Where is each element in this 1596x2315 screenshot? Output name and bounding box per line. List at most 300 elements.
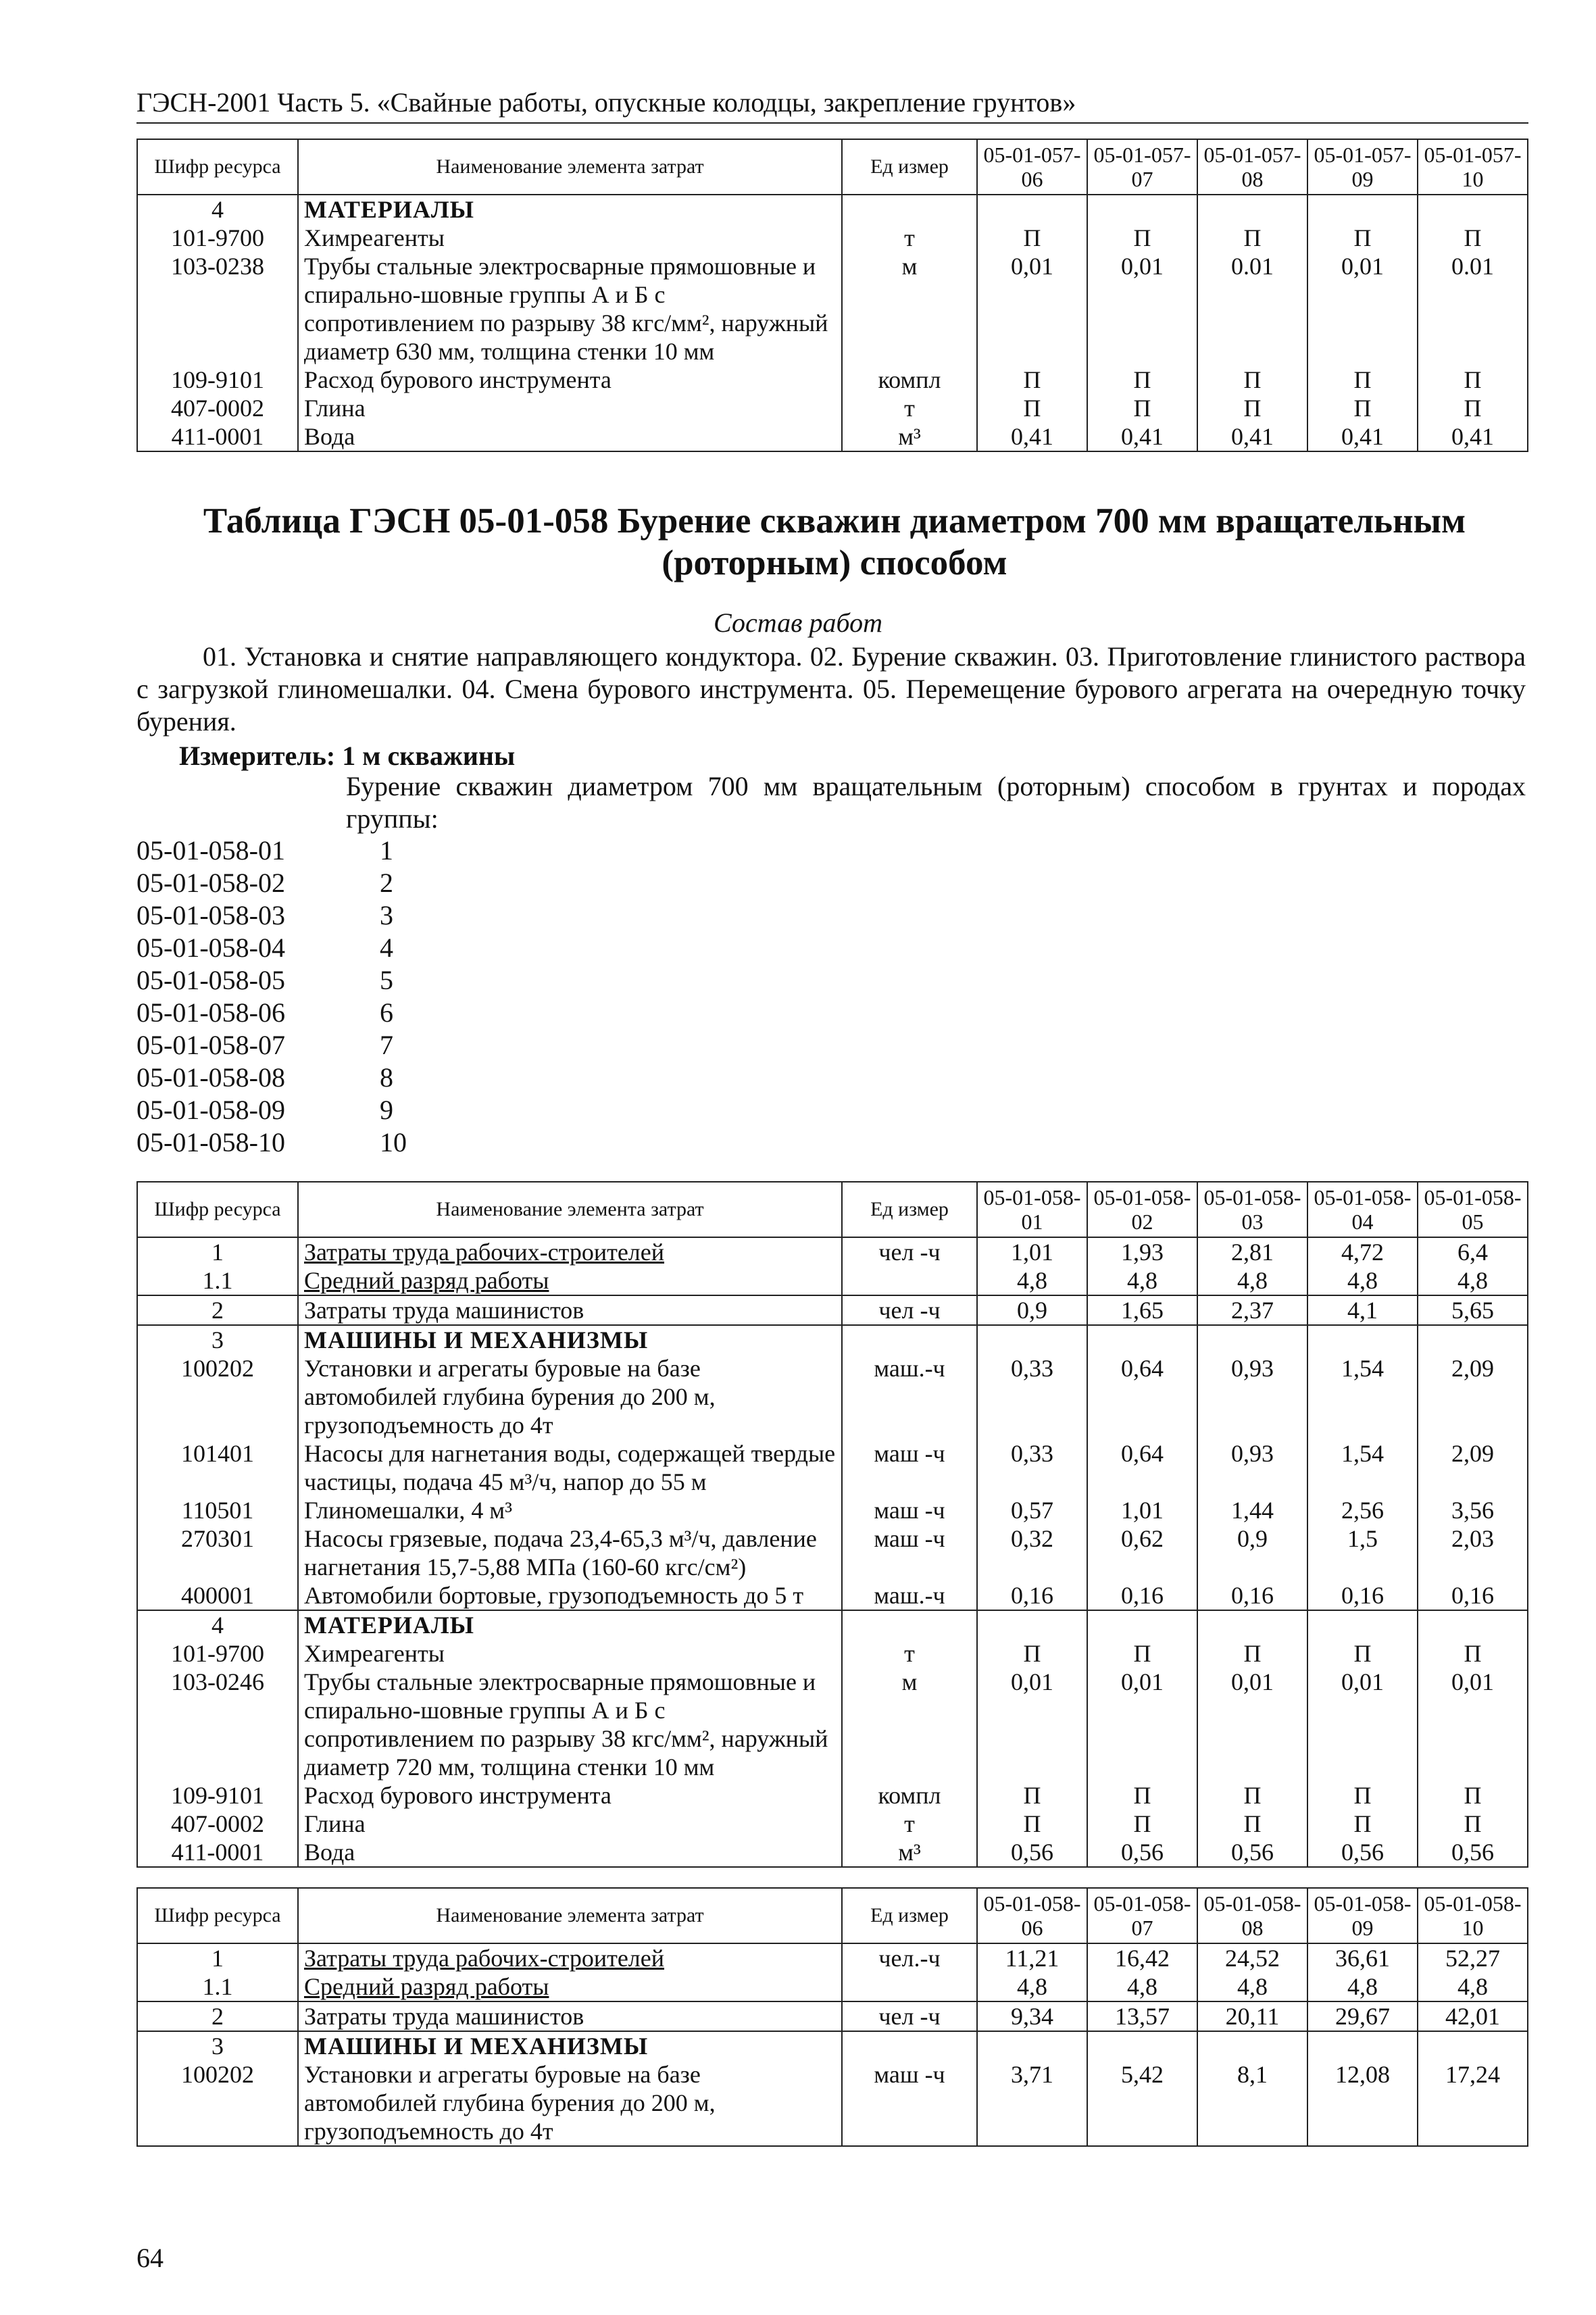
cost-element-name: Глиномешалки, 4 м³ [298,1496,842,1524]
norm-value: 2,56 [1307,1496,1418,1524]
norm-value: 0,01 [977,1668,1087,1781]
norm-value: 52,27 [1418,1943,1528,1972]
cost-element-name: Затраты труда рабочих-строителей [298,1237,842,1266]
unit-cell [842,1610,977,1639]
norm-value: 0,41 [1418,422,1528,451]
table-row [137,1524,1528,1581]
resource-code: 100202 [137,2060,298,2146]
cost-element-name: Установки и агрегаты буровые на базе автомобилей глубина бурения до 200 м, грузоподъемность до 4т [298,1354,842,1439]
norm-code: 05-01-058-01 [136,835,285,866]
cost-element-name: МАТЕРИАЛЫ [298,195,842,224]
table-row [137,1325,1528,1354]
table-row [137,1610,1528,1639]
header-name: Наименование элемента затрат [298,1182,842,1237]
table-row [137,2001,1528,2031]
norm-value: 0,9 [1197,1524,1307,1581]
norm-value: 0,56 [1197,1838,1307,1867]
norm-value: 1,01 [1087,1496,1197,1524]
norm-code: 05-01-058-06 [136,997,285,1028]
norm-value [1307,195,1418,224]
resource-code: 109-9101 [137,1781,298,1810]
header-norm-code: 05-01-058-04 [1307,1182,1418,1237]
unit-cell: м [842,252,977,366]
norm-value [1418,2031,1528,2060]
norm-value: 0,16 [1418,1581,1528,1610]
norm-value: П [1307,394,1418,422]
norm-value: 4,8 [1087,1266,1197,1295]
unit-cell: чел -ч [842,2001,977,2031]
header-code: Шифр ресурса [137,139,298,195]
norm-code-item [136,964,420,997]
unit-cell: чел.-ч [842,1943,977,1972]
soil-group: 5 [380,965,393,995]
unit-cell: маш -ч [842,1496,977,1524]
norm-value: 16,42 [1087,1943,1197,1972]
norm-value: 4,8 [1307,1972,1418,2001]
norm-value: 0,16 [1087,1581,1197,1610]
norm-value [1197,195,1307,224]
norm-code: 05-01-058-04 [136,932,285,963]
norm-value: 0,62 [1087,1524,1197,1581]
norm-value: 0,01 [1197,1668,1307,1781]
norm-value: 4,1 [1307,1295,1418,1325]
norm-value: 0.01 [1197,252,1307,366]
resource-table-057 [136,139,1528,452]
norm-value: 0,41 [1197,422,1307,451]
norm-value: 5,65 [1418,1295,1528,1325]
table-row [137,1266,1528,1295]
norm-value: 0,01 [1307,252,1418,366]
resource-code: 4 [137,195,298,224]
norm-value: П [977,1639,1087,1668]
norm-value: П [977,1810,1087,1838]
norm-value: 1,54 [1307,1354,1418,1439]
norm-code: 05-01-058-10 [136,1127,285,1158]
table-title: Таблица ГЭСН 05-01-058 Бурение скважин диаметром 700 мм вращательным (роторным) способом [203,501,1466,582]
norm-value: 3,71 [977,2060,1087,2146]
meter-line: Измеритель: 1 м скважины [179,741,516,771]
norm-value: 2,37 [1197,1295,1307,1325]
resource-code: 411-0001 [137,1838,298,1867]
norm-value: 11,21 [977,1943,1087,1972]
norm-code-item [136,1126,420,1159]
norm-value: 12,08 [1307,2060,1418,2146]
table-row [137,224,1528,252]
norm-value [977,1325,1087,1354]
norm-value: 4,8 [1087,1972,1197,2001]
norm-value: П [1087,224,1197,252]
resource-code: 1 [137,1943,298,1972]
meter-description: Бурение скважин диаметром 700 мм вращательным (роторным) способом в грунтах и породах группы: [346,771,1526,834]
norm-code-item [136,932,420,964]
header-norm-code: 05-01-058-09 [1307,1888,1418,1943]
header-norm-code: 05-01-057-07 [1087,139,1197,195]
soil-group: 6 [380,997,393,1028]
header-norm-code: 05-01-057-06 [977,139,1087,195]
cost-element-name: Затраты труда машинистов [298,1295,842,1325]
resource-code: 4 [137,1610,298,1639]
norm-value: 5,42 [1087,2060,1197,2146]
table-row [137,2060,1528,2146]
norm-value: 4,8 [977,1972,1087,2001]
norm-value: 2,81 [1197,1237,1307,1266]
header-code: Шифр ресурса [137,1182,298,1237]
unit-cell: т [842,224,977,252]
norm-value: 0,32 [977,1524,1087,1581]
composition-text: 01. Установка и снятие направляющего кондуктора. 02. Бурение скважин. 03. Приготовление глинистого раствора с загрузкой глиномешалки. 04. Смена бурового инструмента. 05. Перемещение бурового агрегата на очередную точку бурения. [136,641,1526,737]
norm-value: 9,34 [977,2001,1087,2031]
norm-value: 0,9 [977,1295,1087,1325]
table-row [137,394,1528,422]
cost-element-name: Затраты труда рабочих-строителей [298,1943,842,1972]
norm-value [1087,1610,1197,1639]
table-row [137,1639,1528,1668]
cost-element-name: Средний разряд работы [298,1972,842,2001]
page-number: 64 [136,2243,164,2273]
norm-value [1087,1325,1197,1354]
unit-cell [842,195,977,224]
norm-value: П [1307,1639,1418,1668]
table-header-row [137,139,1528,195]
table-row [137,252,1528,366]
cost-element-name: Глина [298,394,842,422]
resource-code: 407-0002 [137,1810,298,1838]
norm-value: 0,41 [977,422,1087,451]
norm-value: П [1307,1810,1418,1838]
unit-cell: т [842,1639,977,1668]
unit-cell: маш.-ч [842,1354,977,1439]
header-norm-code: 05-01-058-02 [1087,1182,1197,1237]
norm-value: 0,64 [1087,1354,1197,1439]
norm-value: П [1197,366,1307,394]
norm-value: П [1087,366,1197,394]
norm-value: 4,8 [977,1266,1087,1295]
resource-code: 101-9700 [137,224,298,252]
soil-group: 2 [380,868,393,898]
norm-value: 1,5 [1307,1524,1418,1581]
norm-value: 24,52 [1197,1943,1307,1972]
norm-value: 0,93 [1197,1354,1307,1439]
norm-value: 0,01 [1087,252,1197,366]
norm-value: П [1307,224,1418,252]
resource-code: 103-0246 [137,1668,298,1781]
norm-code: 05-01-058-03 [136,900,285,930]
unit-cell: маш -ч [842,1524,977,1581]
cost-element-name: МАТЕРИАЛЫ [298,1610,842,1639]
resource-code: 100202 [137,1354,298,1439]
cost-element-name: Установки и агрегаты буровые на базе автомобилей глубина бурения до 200 м, грузоподъемность до 4т [298,2060,842,2146]
norm-code-list [136,835,420,1159]
norm-value [1307,1610,1418,1639]
norm-code: 05-01-058-08 [136,1062,285,1093]
cost-element-name: Автомобили бортовые, грузоподъемность до 5 т [298,1581,842,1610]
norm-code-item [136,1062,420,1094]
norm-value [1087,2031,1197,2060]
norm-value: 0,56 [1307,1838,1418,1867]
unit-cell: маш -ч [842,1439,977,1496]
norm-value [1307,1325,1418,1354]
header-code: Шифр ресурса [137,1888,298,1943]
cost-element-name: Вода [298,422,842,451]
norm-code: 05-01-058-02 [136,868,285,898]
header-unit: Ед измер [842,1888,977,1943]
unit-cell: компл [842,1781,977,1810]
norm-value: 2,09 [1418,1439,1528,1496]
norm-value: П [1197,1810,1307,1838]
norm-value: П [977,394,1087,422]
norm-value [1418,195,1528,224]
resource-code: 101-9700 [137,1639,298,1668]
table-header-row [137,1182,1528,1237]
norm-value: 4,8 [1418,1972,1528,2001]
norm-value: 8,1 [1197,2060,1307,2146]
norm-value: П [1418,394,1528,422]
norm-value: 0,41 [1087,422,1197,451]
unit-cell: чел -ч [842,1237,977,1266]
cost-element-name: Трубы стальные электросварные прямошовные и спирально-шовные группы А и Б с сопротивлением по разрыву 38 кгс/мм², наружный диаметр 720 мм, толщина стенки 10 мм [298,1668,842,1781]
norm-value: 13,57 [1087,2001,1197,2031]
norm-value: 0,01 [1307,1668,1418,1781]
resource-code: 411-0001 [137,422,298,451]
norm-code: 05-01-058-09 [136,1095,285,1125]
resource-code: 1.1 [137,1266,298,1295]
cost-element-name: Затраты труда машинистов [298,2001,842,2031]
resource-code: 3 [137,2031,298,2060]
norm-value: 0,16 [1197,1581,1307,1610]
norm-value: 0,57 [977,1496,1087,1524]
cost-element-name: Трубы стальные электросварные прямошовные и спирально-шовные группы А и Б с сопротивлением по разрыву 38 кгс/мм², наружный диаметр 630 мм, толщина стенки 10 мм [298,252,842,366]
unit-cell: м³ [842,422,977,451]
unit-cell: т [842,1810,977,1838]
header-norm-code: 05-01-058-10 [1418,1888,1528,1943]
resource-code: 101401 [137,1439,298,1496]
table-row [137,1943,1528,1972]
norm-code-item [136,899,420,932]
resource-code: 3 [137,1325,298,1354]
norm-code-item [136,1029,420,1062]
norm-code-item [136,835,420,867]
resource-code: 400001 [137,1581,298,1610]
resource-code: 109-9101 [137,366,298,394]
norm-value: П [1418,1639,1528,1668]
resource-code: 2 [137,2001,298,2031]
norm-value: П [1418,224,1528,252]
norm-value: 4,72 [1307,1237,1418,1266]
header-name: Наименование элемента затрат [298,1888,842,1943]
table-row [137,2031,1528,2060]
header-norm-code: 05-01-058-07 [1087,1888,1197,1943]
table-row [137,366,1528,394]
table-row [137,1581,1528,1610]
unit-cell: маш.-ч [842,1581,977,1610]
norm-value: 20,11 [1197,2001,1307,2031]
table-row [137,195,1528,224]
norm-value: 1,44 [1197,1496,1307,1524]
norm-value: П [977,224,1087,252]
norm-value [1197,1325,1307,1354]
norm-value: П [1418,1781,1528,1810]
header-norm-code: 05-01-057-09 [1307,139,1418,195]
resource-code: 270301 [137,1524,298,1581]
table-row [137,1972,1528,2001]
unit-cell [842,1325,977,1354]
norm-value: 36,61 [1307,1943,1418,1972]
cost-element-name: МАШИНЫ И МЕХАНИЗМЫ [298,1325,842,1354]
norm-value: 0,16 [1307,1581,1418,1610]
header-norm-code: 05-01-058-06 [977,1888,1087,1943]
soil-group: 9 [380,1095,393,1125]
norm-value: 0,56 [1418,1838,1528,1867]
norm-value: 2,09 [1418,1354,1528,1439]
cost-element-name: Химреагенты [298,1639,842,1668]
norm-value: 0,56 [1087,1838,1197,1867]
norm-value: П [977,366,1087,394]
norm-value: 0,56 [977,1838,1087,1867]
norm-value: 1,54 [1307,1439,1418,1496]
norm-value: П [1087,1810,1197,1838]
unit-cell: т [842,394,977,422]
cost-element-name: Насосы для нагнетания воды, содержащей твердые частицы, подача 45 м³/ч, напор до 55 м [298,1439,842,1496]
table-row [137,1496,1528,1524]
header-norm-code: 05-01-057-10 [1418,139,1528,195]
header-unit: Ед измер [842,1182,977,1237]
norm-value [977,1610,1087,1639]
cost-element-name: Насосы грязевые, подача 23,4-65,3 м³/ч, давление нагнетания 15,7-5,88 МПа (160-60 кгс/см²) [298,1524,842,1581]
header-unit: Ед измер [842,139,977,195]
norm-value: 2,03 [1418,1524,1528,1581]
resource-table-058-06-10 [136,1887,1528,2147]
soil-group: 10 [380,1127,407,1158]
norm-code-item [136,997,420,1029]
norm-value [977,195,1087,224]
norm-value: 0,64 [1087,1439,1197,1496]
norm-value: 0,33 [977,1439,1087,1496]
unit-cell: компл [842,366,977,394]
norm-value: 1,65 [1087,1295,1197,1325]
norm-value: 0,93 [1197,1439,1307,1496]
cost-element-name: Вода [298,1838,842,1867]
norm-value [1197,2031,1307,2060]
header-norm-code: 05-01-058-03 [1197,1182,1307,1237]
table-row [137,1354,1528,1439]
resource-code: 110501 [137,1496,298,1524]
unit-cell: м³ [842,1838,977,1867]
norm-code-item [136,867,420,899]
norm-value: П [977,1781,1087,1810]
norm-value [977,2031,1087,2060]
unit-cell: маш -ч [842,2060,977,2146]
norm-value: П [1307,1781,1418,1810]
norm-value: 1,01 [977,1237,1087,1266]
table-row [137,1810,1528,1838]
norm-value: 4,8 [1197,1266,1307,1295]
header-norm-code: 05-01-058-05 [1418,1182,1528,1237]
norm-value: 1,93 [1087,1237,1197,1266]
header-norm-code: 05-01-058-08 [1197,1888,1307,1943]
soil-group: 1 [380,835,393,866]
norm-value: П [1197,1781,1307,1810]
table-header-row [137,1888,1528,1943]
soil-group: 3 [380,900,393,930]
norm-value: 0.01 [1418,252,1528,366]
table-row [137,422,1528,451]
norm-code: 05-01-058-05 [136,965,285,995]
norm-value [1087,195,1197,224]
header-name: Наименование элемента затрат [298,139,842,195]
norm-value: П [1087,394,1197,422]
cost-element-name: Расход бурового инструмента [298,1781,842,1810]
unit-cell [842,2031,977,2060]
resource-code: 407-0002 [137,394,298,422]
norm-value: 3,56 [1418,1496,1528,1524]
norm-value [1418,1610,1528,1639]
table-row [137,1781,1528,1810]
norm-value: 17,24 [1418,2060,1528,2146]
norm-value: П [1197,394,1307,422]
norm-value [1418,1325,1528,1354]
table-row [137,1668,1528,1781]
resource-code: 103-0238 [137,252,298,366]
resource-code: 2 [137,1295,298,1325]
unit-cell [842,1266,977,1295]
norm-value: П [1087,1781,1197,1810]
table-row [137,1439,1528,1496]
table-row [137,1237,1528,1266]
norm-value: 4,8 [1418,1266,1528,1295]
unit-cell: м [842,1668,977,1781]
norm-value: 0,33 [977,1354,1087,1439]
header-norm-code: 05-01-057-08 [1197,139,1307,195]
norm-value: 0,01 [1418,1668,1528,1781]
header-norm-code: 05-01-058-01 [977,1182,1087,1237]
norm-value: 29,67 [1307,2001,1418,2031]
cost-element-name: Расход бурового инструмента [298,366,842,394]
cost-element-name: Глина [298,1810,842,1838]
soil-group: 4 [380,932,393,963]
norm-value: П [1418,1810,1528,1838]
norm-value: П [1087,1639,1197,1668]
norm-value: 0,41 [1307,422,1418,451]
resource-code: 1.1 [137,1972,298,2001]
cost-element-name: Химреагенты [298,224,842,252]
norm-value [1197,1610,1307,1639]
resource-code: 1 [137,1237,298,1266]
norm-value: 0,16 [977,1581,1087,1610]
unit-cell [842,1972,977,2001]
norm-value: 42,01 [1418,2001,1528,2031]
table-row [137,1838,1528,1867]
norm-code-item [136,1094,420,1126]
cost-element-name: МАШИНЫ И МЕХАНИЗМЫ [298,2031,842,2060]
soil-group: 7 [380,1030,393,1060]
cost-element-name: Средний разряд работы [298,1266,842,1295]
norm-value [1307,2031,1418,2060]
composition-heading: Состав работ [714,607,882,638]
norm-value: П [1197,1639,1307,1668]
norm-value: П [1418,366,1528,394]
resource-table-058-01-05 [136,1181,1528,1868]
norm-value: 0,01 [977,252,1087,366]
running-head: ГЭСН-2001 Часть 5. «Свайные работы, опускные колодцы, закрепление грунтов» [136,86,1528,124]
norm-value: 4,8 [1197,1972,1307,2001]
norm-value: 6,4 [1418,1237,1528,1266]
soil-group: 8 [380,1062,393,1093]
norm-value: 4,8 [1307,1266,1418,1295]
norm-value: 0,01 [1087,1668,1197,1781]
norm-value: П [1197,224,1307,252]
table-row [137,1295,1528,1325]
unit-cell: чел -ч [842,1295,977,1325]
